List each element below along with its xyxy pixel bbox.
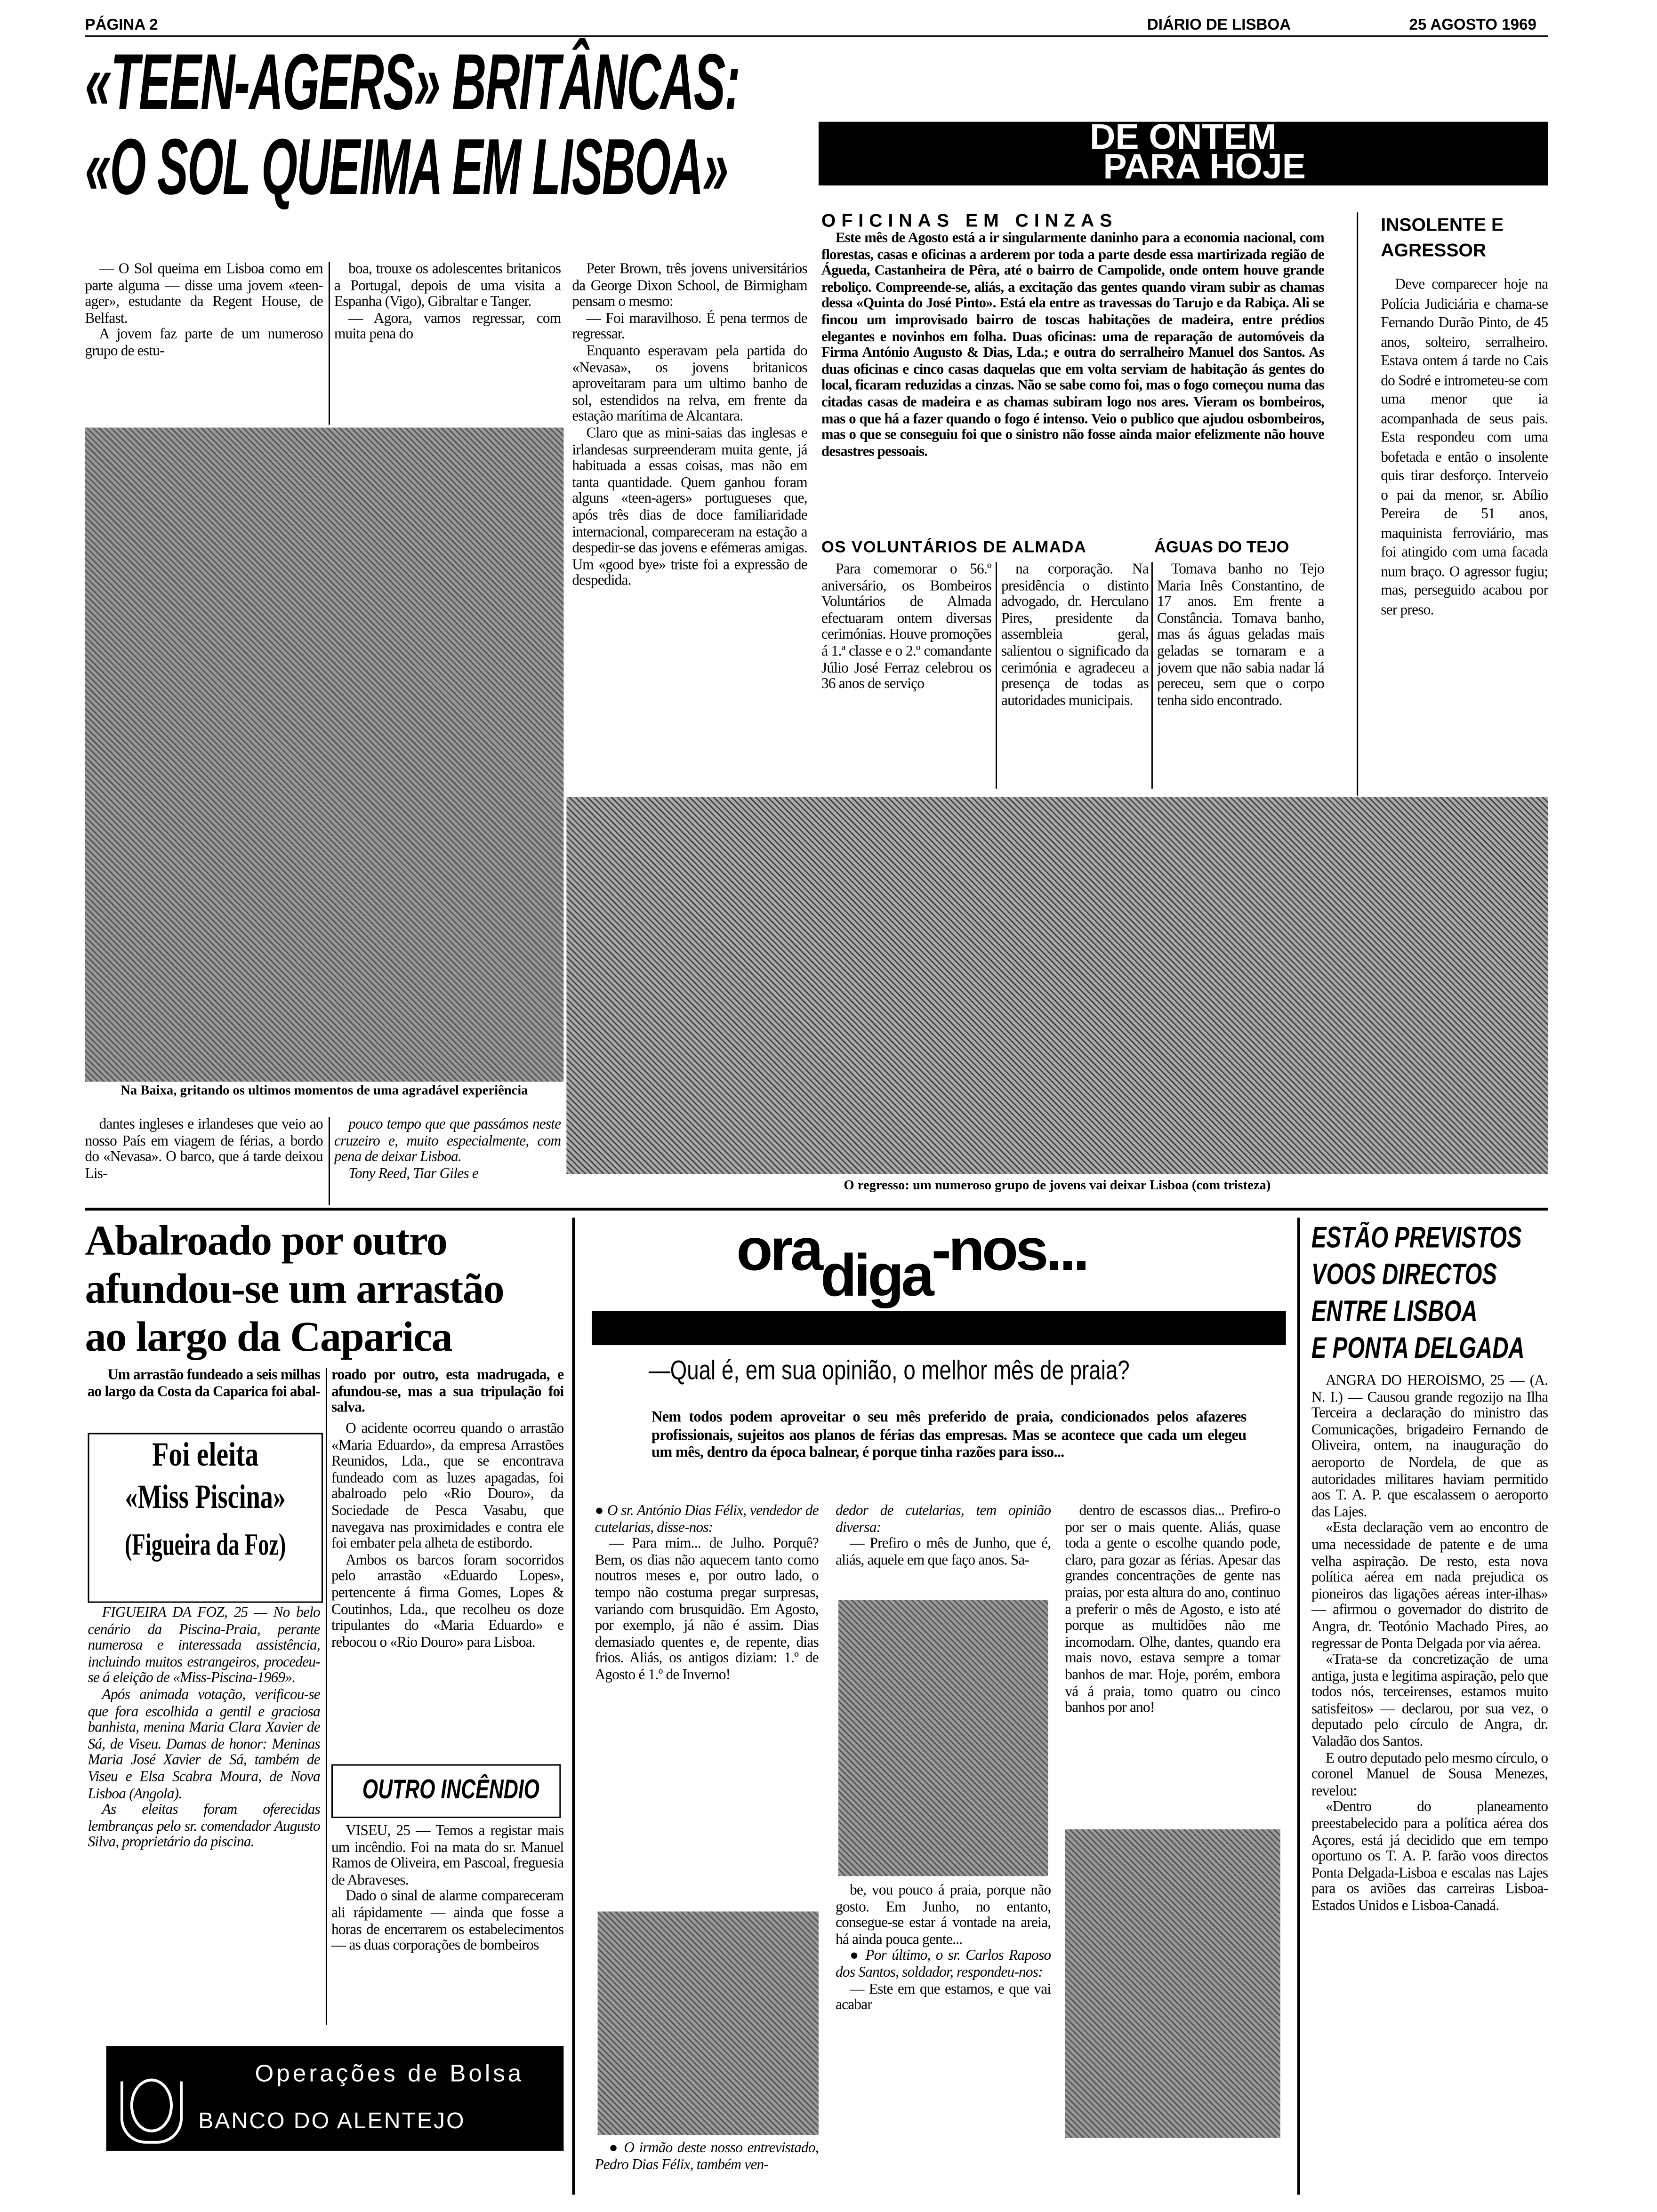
title-part: ora [736, 1216, 821, 1283]
paragraph: Após animada votação, verificou-se que fora escolhida a gentil e graciosa banhista, menina Maria Clara Xavier de Sá, de Viseu. Damas de honor: Meninas Maria José Xavier de Sá, também de Viseu e Elsa Scabra Moura, de Nova Lisboa (Angola). [88, 1688, 320, 1802]
photo-teenagers-baixa [85, 428, 564, 1082]
paragraph: ● Por último, o sr. Carlos Raposo dos Santos, soldador, respondeu-nos: [836, 1948, 1051, 1981]
paragraph: roado por outro, esta madrugada, e afundou-se, mas a sua tripulação foi salva. [331, 1368, 564, 1417]
banner-line-1: DE ONTEM [1090, 117, 1277, 157]
paragraph: — Para mim... de Julho. Porquê? Bem, os dias não aquecem tanto como noutros meses e, por outro lado, o tempo não costuma pregar surpresas, variando com brusquidão. Em Agosto, por exemplo, já não é assim. Dias demasiado quentes e, de repente, dias frios. Aliás, os antigos diziam: 1.º de Agosto é 1.º de Inverno! [595, 1536, 819, 1683]
arrastao-headline [85, 1218, 567, 1362]
section-rule [85, 1208, 1548, 1210]
ad-bank-name: BANCO DO ALENTEJO [198, 2109, 466, 2134]
black-bar [592, 1311, 1286, 1345]
paragraph: Este mês de Agosto está a ir singularmente daninho para a economia nacional, com florestas, casas e oficinas a arderem por toda a parte desde essa martirizada região de Águeda, Castanheira de Pêra, até o bairro de Campolide, onde ontem houve grande reboliço. Compreende-se, aliás, a excitação das gentes quando viram subir as chamas dessa «Quinta do José Pinto». Está ela entre as travessas do Tarujo e da Rabiça. Ali se fincou um improvisado bairro de toscas habitações de madeira, entre prédios elegantes e novinhos em folha. Duas oficinas: uma de reparação de automóveis da Firma António Augusto & Dias, Lda.; e outra do serralheiro Manuel dos Santos. As duas oficinas e cinco casas daquelas que em volta serviam de habitação ás gentes do local, ficaram reduzidas a cinzas. Não se sabe como foi, mas o fogo começou numa das citadas casas de madeira e as chamas subiram logo nos ares. Vieram os bombeiros, mas o que há a fazer quando o fogo é intenso. Veio o publico que ajudou osbombeiros, mas o que se conseguiu foi que o sinistro não fosse ainda maior efelizmente não houve desastres pessoais. [821, 231, 1324, 460]
article-title: ÁGUAS DO TEJO [1154, 539, 1289, 557]
paragraph: «Dentro do planeamento preestabelecido para a política aérea dos Açores, está já decidido que em tempo oportuno os T. A. P. farão voos directos Ponta Delgada-Lisboa e escalas nas Lajes para os aviões das carreiras Lisboa-Estados Unidos e Lisboa-Canadá. [1311, 1800, 1548, 1915]
paragraph: ● O sr. António Dias Félix, vendedor de cutelarias, disse-nos: [595, 1504, 819, 1536]
paragraph: — Prefiro o mês de Junho, que é, aliás, aquele em que faço anos. Sa- [836, 1536, 1051, 1569]
paragraph: Nem todos podem aproveitar o seu mês preferido de praia, condicionados pelos afazeres profissionais, sujeitos aos planos de férias das empresas. Mas se acontece que cada um elegeu um mês, dentro da época balnear, é porque tinha razões para isso... [651, 1409, 1247, 1461]
column-divider [1297, 1218, 1300, 2195]
paragraph: — Agora, vamos regressar, com muita pena do [334, 311, 561, 344]
interview-column [1065, 1504, 1280, 1822]
article-body [1311, 1373, 1548, 2195]
paragraph-group [836, 1537, 1051, 1570]
headline-line: ESTÃO PREVISTOS [1311, 1222, 1522, 1255]
paragraph: dantes ingleses e irlandeses que veio ao nosso País em viagem de férias, a bordo do «Nevasa». O barco, que á tarde deixou Lis- [85, 1117, 323, 1182]
article-column [821, 562, 991, 788]
paragraph: Dado o sinal de alarme compareceram ali rápidamente — ainda que fosse a horas de encerrarem os estabelecimentos — as duas corporações de bombeiros [331, 1889, 564, 1955]
article-column [572, 262, 807, 793]
interview-column [595, 1504, 819, 1907]
paragraph-group [836, 1982, 1051, 2015]
headline-line-1: «TEEN-AGERS» BRITÂNCAS: [85, 37, 740, 126]
survey-question: —Qual é, em sua opinião, o melhor mês de praia? [648, 1356, 1130, 1387]
title-line: (Figueira da Foz) [125, 1526, 286, 1562]
article-title: OS VOLUNTÁRIOS DE ALMADA [821, 539, 1087, 557]
article-title: OFICINAS EM CINZAS [821, 209, 1118, 231]
survey-intro [652, 1409, 1247, 1497]
paragraph: Ambos os barcos foram socorridos pelo arrastão «Eduardo Lopes», pertencente á firma Gomes, Lopes & Coutinhos, Lda., que recolheu os doze tripulantes do «Maria Eduardo» e rebocou o «Rio Douro» para Lisboa. [331, 1553, 564, 1651]
article-body [331, 1422, 563, 1756]
article-body [88, 1606, 320, 2025]
title-line: Foi eleita [152, 1437, 259, 1474]
paragraph: E outro deputado pelo mesmo círculo, o coronel Manuel de Sousa Menezes, revelou: [1311, 1751, 1548, 1800]
paragraph: «Esta declaração vem ao encontro de uma necessidade de patente e de uma velha aspiração. De resto, esta nova política aérea em nada prejudica os pioneiros das ligações aéreas inter-ilhas» — afirmou o governador do distrito de Angra, dr. Teotónio Machado Pires, ao regressar de Ponta Delgada por via aérea. [1311, 1521, 1548, 1652]
paragraph-group [836, 1883, 1051, 1949]
paragraph: Tony Reed, Tiar Giles e [348, 1166, 479, 1182]
article-body [1381, 276, 1548, 797]
article-column [334, 1117, 561, 1205]
title-part: diga [820, 1242, 932, 1308]
column-divider [329, 262, 330, 425]
photo-interviewee [598, 1911, 819, 2135]
headline-line: afundou-se um arrastão [85, 1266, 504, 1313]
paragraph: be, vou pouco á praia, porque não gosto. Em Junho, no entanto, consegue-se estar á vontade na areia, há ainda pouca gente... [836, 1883, 1051, 1948]
interview-column [836, 1883, 1051, 2197]
paragraph: Um arrastão fundeado a seis milhas ao largo da Costa da Caparica foi abal- [87, 1368, 320, 1400]
paragraph: Claro que as mini-saias das inglesas e irlandesas surpreenderam muita gente, já habituada a essas coisas, mas não em tanta quantidade. Quem ganhou foram alguns «teen-agers» portugueses que, após três dias de doce familiaridade internacional, compareceram na estação a despedir-se das jovens e efémeras amigas. Um «good bye» triste foi a expressão de despedida. [572, 426, 807, 590]
paragraph: A jovem faz parte de um numeroso grupo de estu- [85, 328, 323, 360]
miss-piscina-title-box [88, 1433, 323, 1603]
masthead: DIÁRIO DE LISBOA [1147, 17, 1291, 34]
paragraph: As eleitas foram oferecidas lembranças pelo sr. comendador Augusto Silva, proprietário da piscina. [88, 1803, 320, 1851]
paragraph: — Foi maravilhoso. É pena termos de regressar. [572, 311, 807, 344]
article-column [85, 262, 323, 425]
article-column [85, 1117, 323, 1205]
paragraph: — Este em que estamos, e que vai acabar [836, 1981, 1051, 2014]
section-banner [819, 117, 1548, 187]
article-column [1001, 562, 1149, 788]
headline-line: E PONTA DELGADA [1311, 1332, 1525, 1365]
column-divider [572, 1218, 575, 2195]
paragraph-group [595, 1537, 819, 1684]
voos-headline [1311, 1220, 1549, 1368]
column-divider [329, 1117, 330, 1205]
column-divider [326, 1368, 327, 2025]
paragraph: VISEU, 25 — Temos a registar mais um incêndio. Foi na mata do sr. Manuel Ramos de Oliveira, em Pascoal, freguesia de Abraveses. [331, 1823, 564, 1889]
column-divider [1151, 562, 1153, 788]
paragraph: pouco tempo que que passámos neste cruzeiro e, muito especialmente, com pena de deixar Lisboa. [334, 1117, 561, 1166]
interview-column [836, 1504, 1051, 1595]
photo-interviewee [838, 1600, 1048, 1876]
paragraph: dentro de escassos dias... Prefiro-o por ser o mais quente. Aliás, quase toda a gente o escolhe quando pode, claro, para gozar as férias. Apesar das grandes concentrações de gente nas praias, por esta altura do ano, continuo a preferir o mês de Agosto, e isto até porque as multidões não me incomodam. Olhe, dantes, quando era mais novo, estava sempre a tomar banhos de mar. Hoje, porém, embora vá á praia, tomo quatro ou cinco banhos por ano! [1065, 1504, 1280, 1716]
paragraph: ANGRA DO HEROÍSMO, 25 — (A. N. I.) — Causou grande regozijo na Ilha Terceira a declaração do ministro das Comunicações, brigadeiro Fernando de Oliveira, ontem, na inauguração do aeroporto de Nordela, de que as autoridades militares haviam permitido aos T. A. P. que escalassem o aeroporto das Lajes. [1311, 1373, 1548, 1521]
photo-caption: Na Baixa, gritando os ultimos momentos de uma agradável experiência [121, 1084, 528, 1099]
paragraph: — O Sol queima em Lisboa como em parte alguma — disse uma jovem «teen-ager», estudante da Regent House, de Belfast. [85, 262, 323, 327]
headline-line: Abalroado por outro [85, 1218, 447, 1265]
page-number: PÁGINA 2 [85, 17, 158, 34]
column-divider [1357, 212, 1358, 796]
paragraph: FIGUEIRA DA FOZ, 25 — No belo cenário da Piscina-Praia, perante numerosa e interessada assistência, incluindo muitos estrangeiros, procedeu-se á eleição de «Miss-Piscina-1969». [88, 1605, 320, 1687]
paragraph: Deve comparecer hoje na Polícia Judiciária e chama-se Fernando Durão Pinto, de 45 anos, solteiro, serralheiro. Estava ontem á tarde no Cais do Sodré e intrometeu-se com uma menor que ia acompanhada de seus pais. Esta respondeu com uma bofetada e então o insolente quis tirar desforço. Interveio o pai da menor, sr. Abílio Pereira de 51 anos, maquinista ferroviário, mas foi atingido com uma facada num braço. O agressor fugiu; mas, perseguido acabou por ser preso. [1381, 277, 1548, 618]
paragraph: dedor de cutelarias, tem opinião diversa: [836, 1504, 1051, 1536]
ora-diga-nos-title [736, 1216, 1087, 1308]
article-column [1157, 562, 1324, 788]
lead [331, 1368, 563, 1419]
paragraph: na corporação. Na presidência o distinto advogado, dr. Herculano Pires, presidente da assembleia geral, salientou o significado da cerimónia e agradeceu a presença de todas as autoridades municipais. [1001, 562, 1149, 709]
photo-caption [595, 2141, 819, 2197]
article-title: OUTRO INCÊNDIO [362, 1775, 540, 1805]
paragraph: Tomava banho no Tejo Maria Inês Constantino, de 17 anos. Em frente a Constância. Tomava banho, mas ás águas geladas mais geladas se tornaram e a jovem que não sabia nadar lá pereceu, sem que o corpo tenha sido encontrado. [1157, 562, 1324, 709]
title-line: «Miss Piscina» [125, 1479, 286, 1517]
bank-advertisement [106, 2046, 564, 2151]
article-body [331, 1824, 563, 2025]
photo-group-leaving-lisbon [566, 797, 1548, 1174]
article-body [821, 231, 1324, 531]
paragraph: ● O irmão deste nosso entrevistado, Pedro Dias Félix, também ven- [595, 2140, 819, 2173]
issue-date: 25 AGOSTO 1969 [1409, 17, 1536, 34]
article-title: INSOLENTE E AGRESSOR [1381, 214, 1504, 261]
paragraph: Para comemorar o 56.º aniversário, os Bombeiros Voluntários de Almada efectuaram ontem diversas cerimónias. Houve promoções á 1.ª classe e o 2.º comandante Júlio José Ferraz celebrou os 36 anos de serviço [821, 562, 991, 693]
paragraph: «Trata-se da concretização de uma antiga, justa e legitima aspiração, pelo que todos nós, terceirenses, estamos muito satisfeitos» — declarou, por sua vez, o deputado pelo círculo de Angra, dr. Valadão dos Santos. [1311, 1652, 1548, 1750]
bank-logo-icon [121, 2081, 183, 2143]
column-divider [996, 562, 997, 788]
headline-line: ao largo da Caparica [85, 1314, 452, 1361]
article-column [334, 262, 561, 425]
banner-line-2: PARA HOJE [1103, 147, 1306, 187]
article-title-box [331, 1764, 561, 1818]
ad-tagline: Operações de Bolsa [255, 2060, 524, 2087]
title-part: -nos... [931, 1216, 1087, 1283]
photo-caption: O regresso: um numeroso grupo de jovens vai deixar Lisboa (com tristeza) [844, 1179, 1271, 1194]
paragraph: Peter Brown, três jovens universitários da George Dixon School, de Birmigham pensam o mesmo: [572, 262, 807, 311]
headline-line-2: «O SOL QUEIMA EM LISBOA» [85, 121, 728, 211]
paragraph: boa, trouxe os adolescentes britanicos a Portugal, depois de uma visita a Espanha (Vigo), Gibraltar e Tanger. [334, 262, 561, 311]
headline-line: VOOS DIRECTOS [1311, 1258, 1497, 1291]
paragraph: O acidente ocorreu quando o arrastão «Maria Eduardo», da empresa Arrastões Reunidos, Lda., que se encontrava fundeado com as luzes apagadas, foi abalroado pelo «Rio Douro», da Sociedade de Pesca Vasabu, que navegava nas proximidades e contra ele foi embater pela alheta de estibordo. [331, 1421, 564, 1552]
lead [85, 1368, 320, 1421]
paragraph: Enquanto esperavam pela partida do «Nevasa», os jovens britanicos aproveitaram para um ultimo banho de sol, estendidos na relva, em frente da estação marítima de Alcantara. [572, 344, 807, 425]
photo-interviewee [1065, 1829, 1280, 2138]
headline-line: ENTRE LISBOA [1311, 1295, 1478, 1328]
